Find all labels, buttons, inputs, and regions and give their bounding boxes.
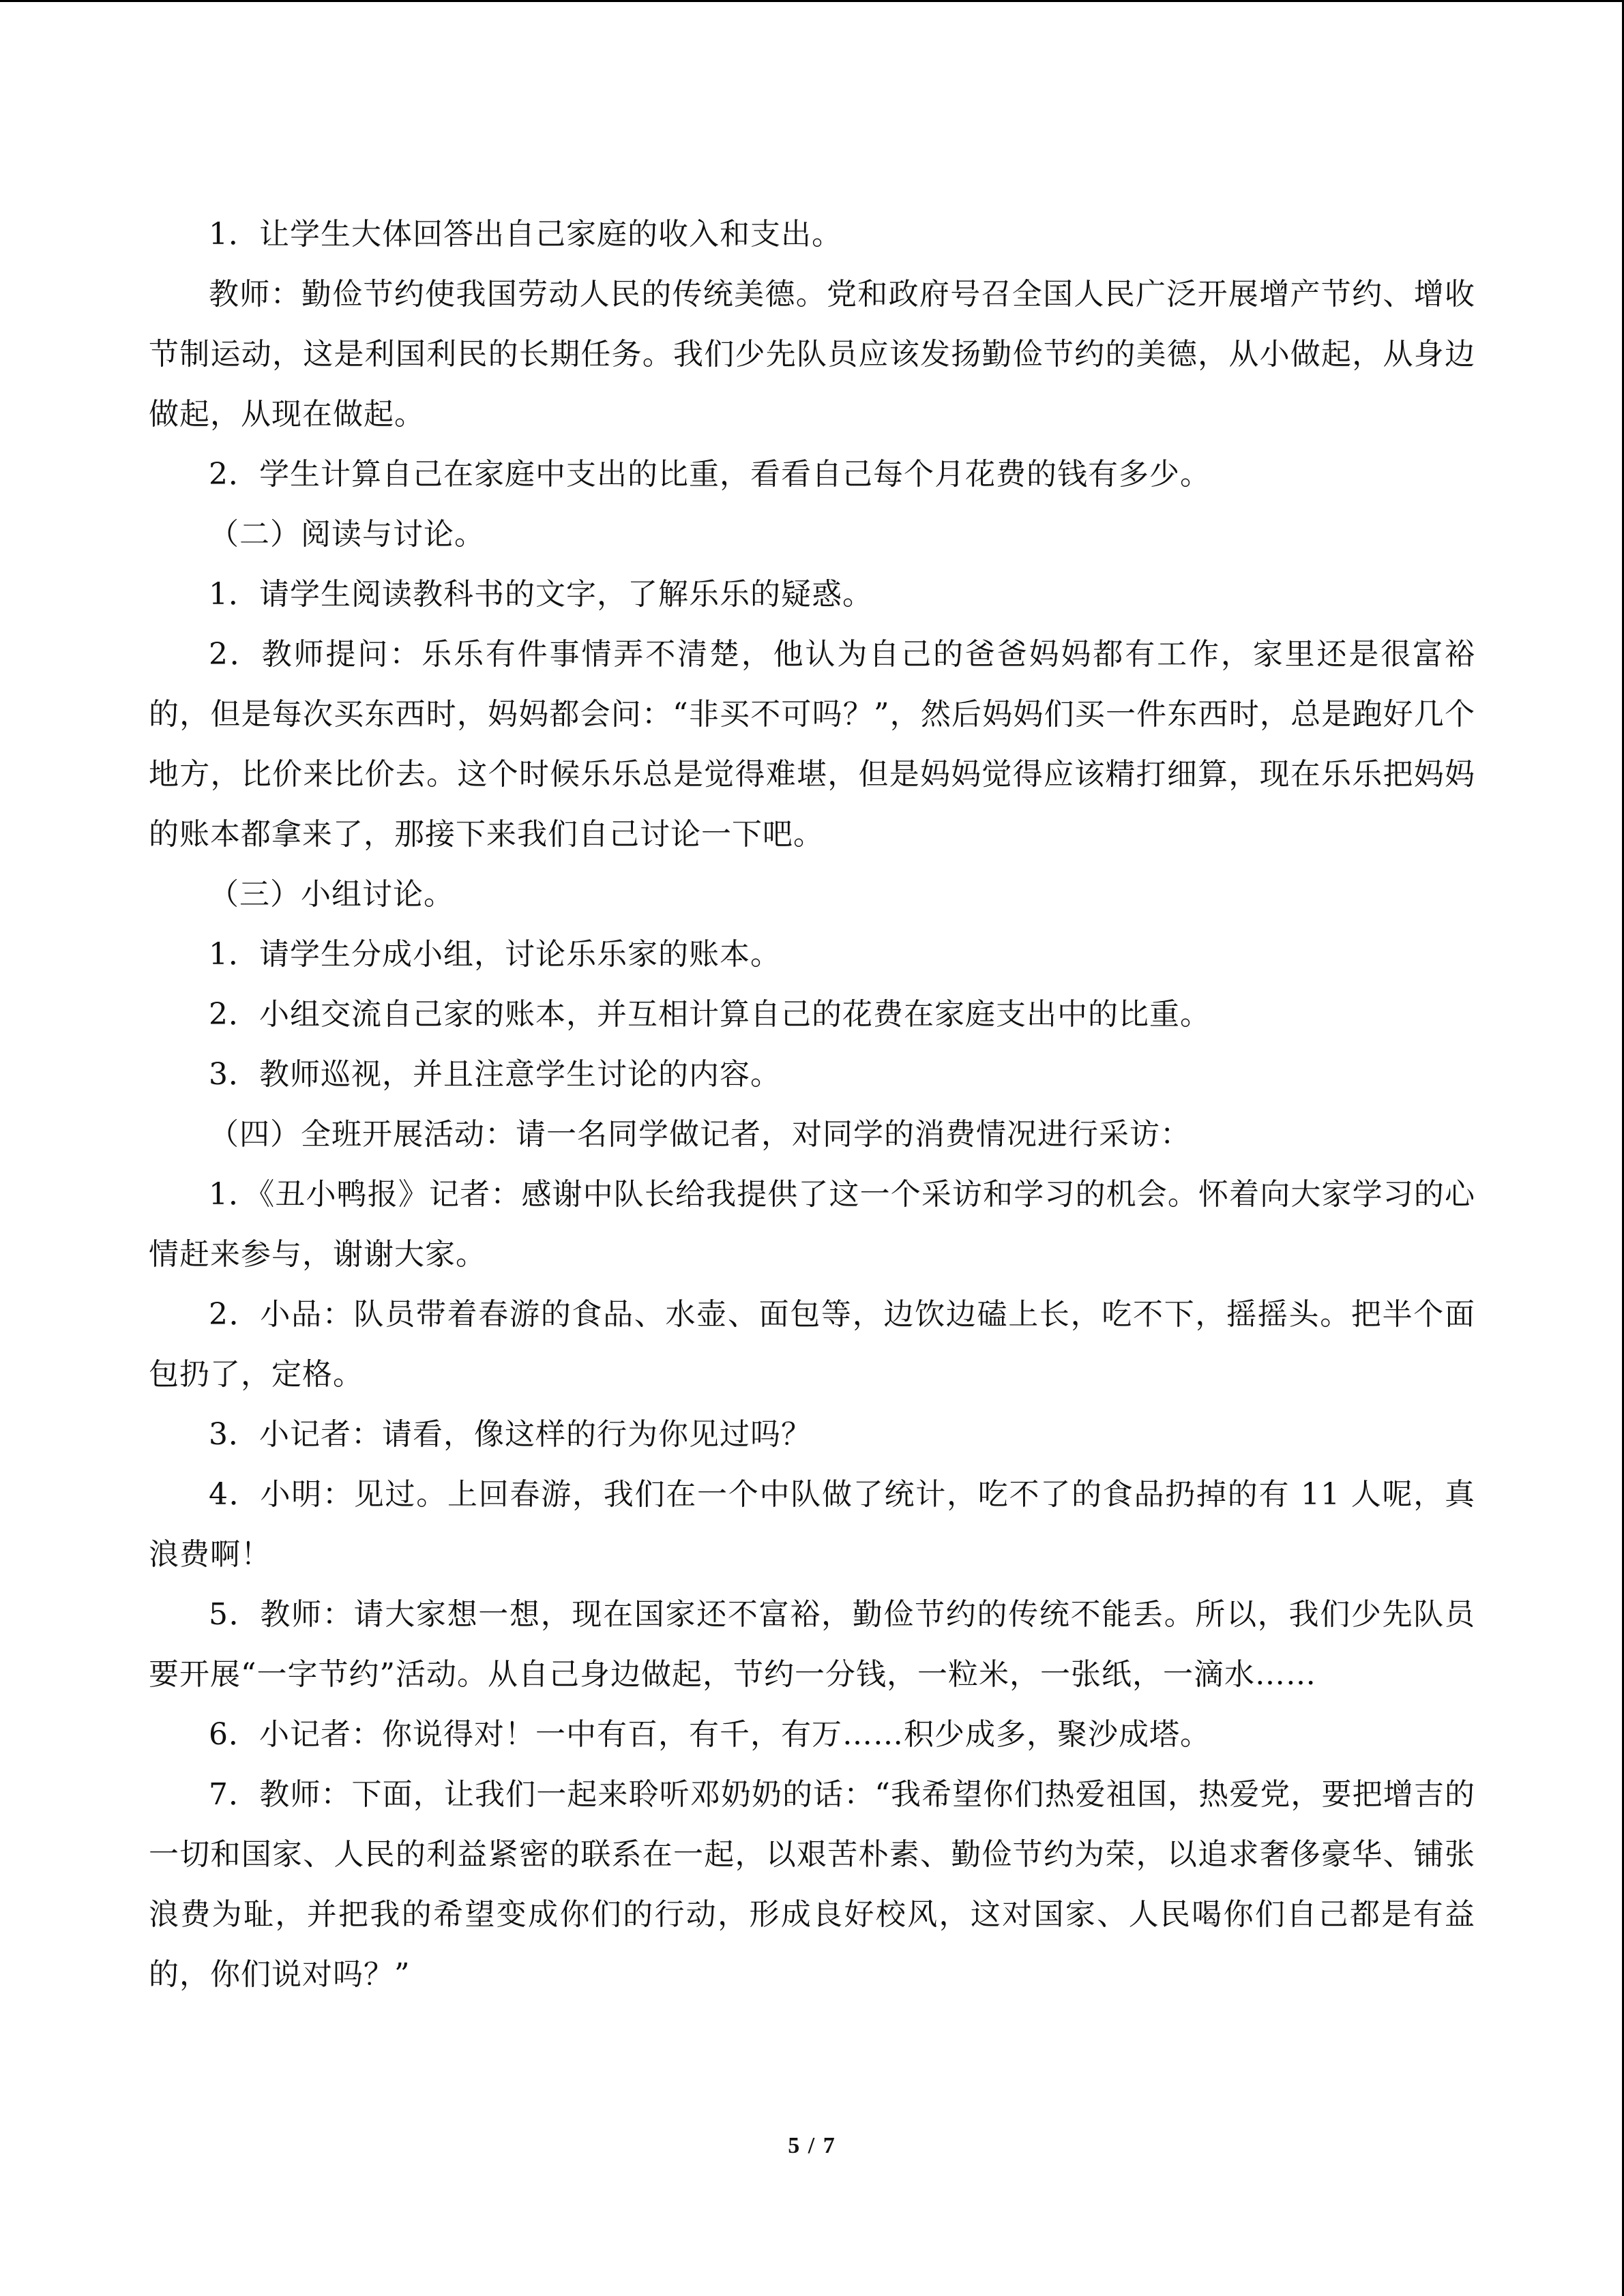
paragraph-2: 教师：勤俭节约使我国劳动人民的传统美德。党和政府号召全国人民广泛开展增产节约、增收节制运动，这是利国利民的长期任务。我们少先队员应该发扬勤俭节约的美德，从小做起，从身边做起，从现在做起。 [149,277,1475,432]
page-number: 5 / 7 [788,2133,836,2158]
paragraph-18: 7．教师：下面，让我们一起来聆听邓奶奶的话：“我希望你们热爱祖国，热爱党，要把增吉的一切和国家、人民的利益紧密的联系在一起，以艰苦朴素、勤俭节约为荣，以追求奢侈豪华、铺张浪费为耻，并把我的希望变成你们的行动，形成良好校风，这对国家、人民喝你们自己都是有益的，你们说对吗？” [149,1777,1475,1992]
paragraph-6: 2．教师提问：乐乐有件事情弄不清楚，他认为自己的爸爸妈妈都有工作，家里还是很富裕的，但是每次买东西时，妈妈都会问：“非买不可吗？”，然后妈妈们买一件东西时，总是跑好几个地方，比价来比价去。这个时候乐乐总是觉得难堪，但是妈妈觉得应该精打细算，现在乐乐把妈妈的账本都拿来了，那接下来我们自己讨论一下吧。 [149,637,1475,852]
paragraph-14: 3．小记者：请看，像这样的行为你见过吗？ [209,1417,812,1452]
section-heading-4: （四）全班开展活动：请一名同学做记者，对同学的消费情况进行采访： [209,1117,1191,1152]
paragraph-9: 2．小组交流自己家的账本，并互相计算自己的花费在家庭支出中的比重。 [209,997,1211,1032]
paragraph-3: 2．学生计算自己在家庭中支出的比重，看看自己每个月花费的钱有多少。 [209,457,1211,492]
paragraph-15: 4．小明：见过。上回春游，我们在一个中队做了统计，吃不了的食品扔掉的有 11 人呢，真浪费啊！ [149,1477,1475,1572]
section-heading-3: （三）小组讨论。 [209,877,454,912]
paragraph-17: 6．小记者：你说得对！一中有百，有千，有万……积少成多，聚沙成塔。 [209,1717,1211,1752]
document-body [149,205,1475,2005]
section-heading-2: （二）阅读与讨论。 [209,517,485,552]
paragraph-10: 3．教师巡视，并且注意学生讨论的内容。 [209,1057,781,1092]
paragraph-12: 1．《丑小鸭报》记者：感谢中队长给我提供了这一个采访和学习的机会。怀着向大家学习的心情赶来参与，谢谢大家。 [149,1177,1475,1272]
paragraph-16: 5．教师：请大家想一想，现在国家还不富裕，勤俭节约的传统不能丢。所以，我们少先队员要开展“一字节约”活动。从自己身边做起，节约一分钱，一粒米，一张纸，一滴水…… [149,1597,1475,1692]
paragraph-1: 1．让学生大体回答出自己家庭的收入和支出。 [209,217,842,252]
paragraph-8: 1．请学生分成小组，讨论乐乐家的账本。 [209,937,781,972]
paragraph-5: 1．请学生阅读教科书的文字，了解乐乐的疑惑。 [209,577,873,612]
paragraph-13: 2．小品：队员带着春游的食品、水壶、面包等，边饮边磕上长，吃不下，摇摇头。把半个面包扔了，定格。 [149,1297,1475,1392]
